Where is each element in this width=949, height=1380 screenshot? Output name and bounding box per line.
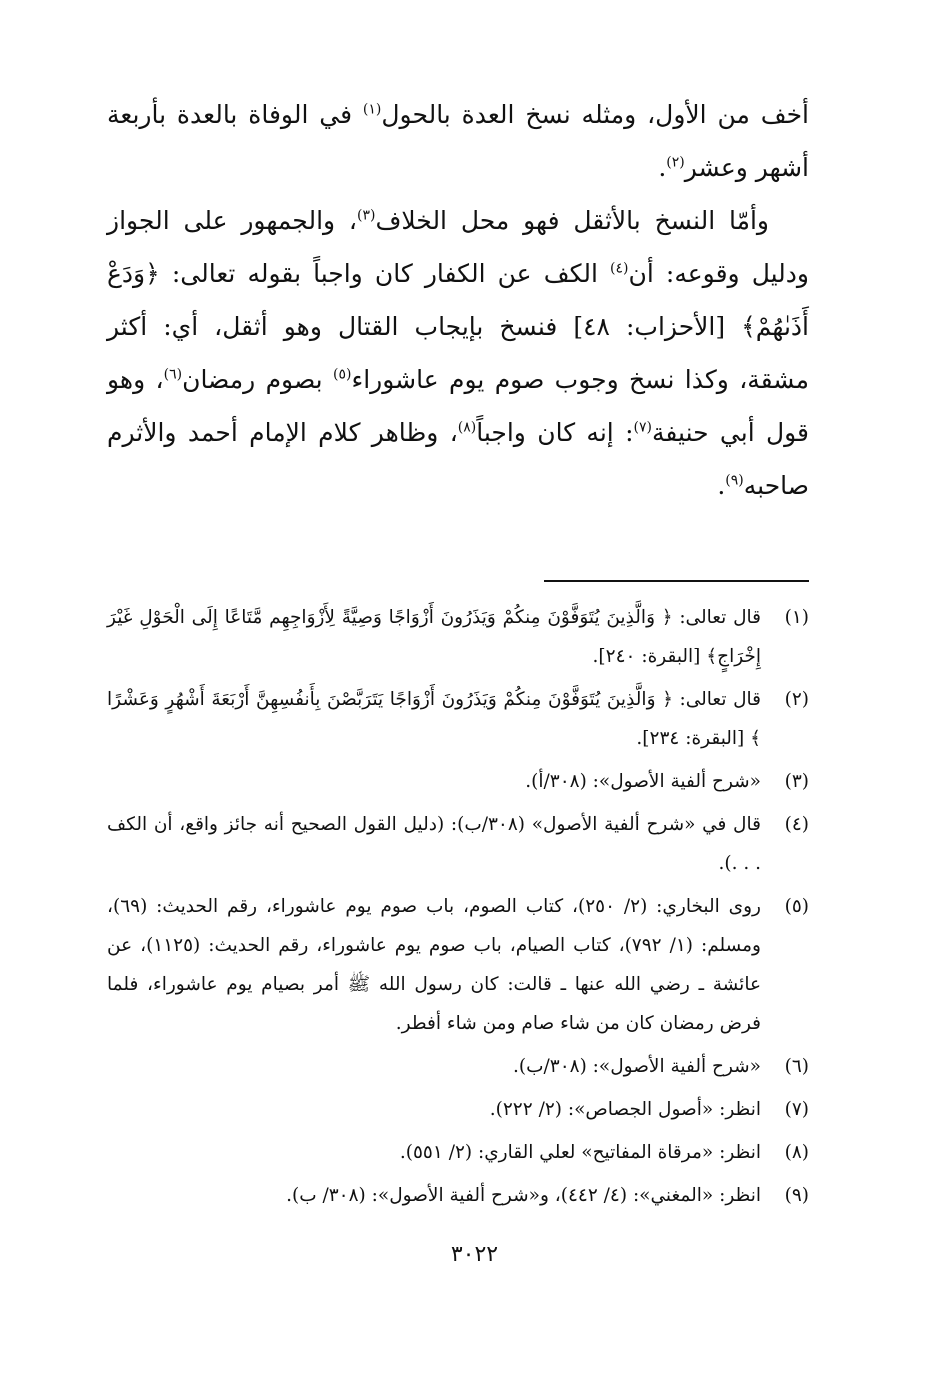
footnote-number: (٥) [784, 896, 809, 917]
footnote-ref: (٣) [357, 207, 376, 224]
text-run: : إنه كان واجباً [476, 418, 634, 447]
text-run: ، والجمهور على الجواز ودليل وقوعه: أن [107, 206, 810, 288]
footnote-ref: (٨) [457, 419, 477, 436]
footnote-number: (٦) [784, 1056, 809, 1077]
footnote-number: (١) [784, 607, 809, 628]
footnote-text: «شرح ألفية الأصول»: (٣٠٨/ب). [513, 1056, 761, 1077]
text-run: الكف عن الكفار كان واجباً بقوله تعالى: ﴿وَدَعْ أَذَىٰهُمْ﴾ [الأحزاب: ٤٨] فنسخ بإيجاب القتال وهو أثقل، أي: أكثر مشقة، وكذا نسخ وجوب صوم يوم عاشوراء [107, 259, 810, 394]
footnote-text: روى البخاري: (٢/ ٢٥٠)، كتاب الصوم، باب صوم يوم عاشوراء، رقم الحديث: (٦٩)، ومسلم: (١/ ٧٩٢)، كتاب الصيام، باب صوم يوم عاشوراء، رقم الحديث: (١١٢٥)، عن عائشة ـ رضي الله عنها ـ قالت: كان رسول الله ﷺ أمر بصيام يوم عاشوراء، فلما فرض رمضان كان من شاء صام ومن شاء أفطر. [107, 896, 761, 1034]
footnote-ref: (٤) [610, 260, 629, 277]
footnote-text: قال في «شرح ألفية الأصول» (٣٠٨/ب): (دليل القول الصحيح أنه جائز واقع، أن الكف . . .). [107, 814, 761, 874]
footnote-ref: (٥) [332, 366, 352, 383]
footnote-ref: (٦) [163, 366, 183, 383]
footnote-text: انظر: «المغني»: (٤/ ٤٤٢)، و«شرح ألفية الأصول»: (٣٠٨/ ب). [286, 1185, 761, 1206]
main-paragraph-2 [107, 194, 809, 512]
footnote-1 [107, 598, 809, 676]
footnote-number: (٣) [784, 771, 809, 792]
footnote-4 [107, 805, 809, 883]
text-run: بصوم رمضان [182, 365, 333, 394]
footnote-text: انظر: «مرقاة المفاتيح» لعلي القاري: (٢/ ٥٥١). [399, 1142, 761, 1163]
footnote-text: «شرح ألفية الأصول»: (٣٠٨/أ). [525, 771, 761, 792]
footnote-divider [544, 580, 809, 582]
footnote-ref: (٢) [666, 154, 685, 171]
footnote-9 [107, 1176, 809, 1215]
footnote-number: (٧) [784, 1099, 809, 1120]
footnote-ref: (١) [362, 101, 382, 118]
footnote-8 [107, 1133, 809, 1172]
text-run: أخف من الأول، ومثله نسخ العدة بالحول [381, 100, 810, 129]
text-run: في الوفاة بالعدة بأربعة أشهر وعشر [107, 100, 809, 182]
footnote-2 [107, 680, 809, 758]
footnote-ref: (٧) [633, 419, 652, 436]
footnote-text: انظر: «أصول الجصاص»: (٢/ ٢٢٢). [489, 1099, 761, 1120]
text-run: ، وظاهر كلام الإمام أحمد والأثرم صاحبه [107, 418, 809, 500]
text-run: . [658, 153, 667, 182]
text-run: . [717, 471, 726, 500]
text-run: وأمّا النسخ بالأثقل فهو محل الخلاف [375, 206, 770, 235]
text-run: ، وهو قول أبي حنيفة [107, 365, 809, 447]
footnote-5 [107, 887, 809, 1043]
footnote-6 [107, 1047, 809, 1086]
main-paragraph-1 [107, 88, 809, 194]
footnote-number: (٢) [784, 689, 809, 710]
page-number: ٣٠٢٢ [450, 1242, 499, 1267]
footnote-3 [107, 762, 809, 801]
footnote-number: (٨) [784, 1142, 809, 1163]
main-text-body [107, 88, 809, 512]
footnotes-section [107, 598, 809, 1219]
footnote-number: (٩) [784, 1185, 809, 1206]
footnote-number: (٤) [784, 814, 809, 835]
footnote-text: قال تعالى: ﴿ وَالَّذِينَ يُتَوَفَّوْنَ مِنكُمْ وَيَذَرُونَ أَزْوَاجًا يَتَرَبَّصْنَ بِأَنفُسِهِنَّ أَرْبَعَةَ أَشْهُرٍ وَعَشْرًا ﴾ [البقرة: ٢٣٤]. [107, 689, 761, 749]
footnote-text: قال تعالى: ﴿ وَالَّذِينَ يُتَوَفَّوْنَ مِنكُمْ وَيَذَرُونَ أَزْوَاجًا وَصِيَّةً لِأَزْوَاجِهِم مَّتَاعًا إِلَى الْحَوْلِ غَيْرَ إِخْرَاجٍ﴾ [البقرة: ٢٤٠]. [107, 607, 761, 667]
footnote-7 [107, 1090, 809, 1129]
footnote-ref: (٩) [725, 472, 744, 489]
